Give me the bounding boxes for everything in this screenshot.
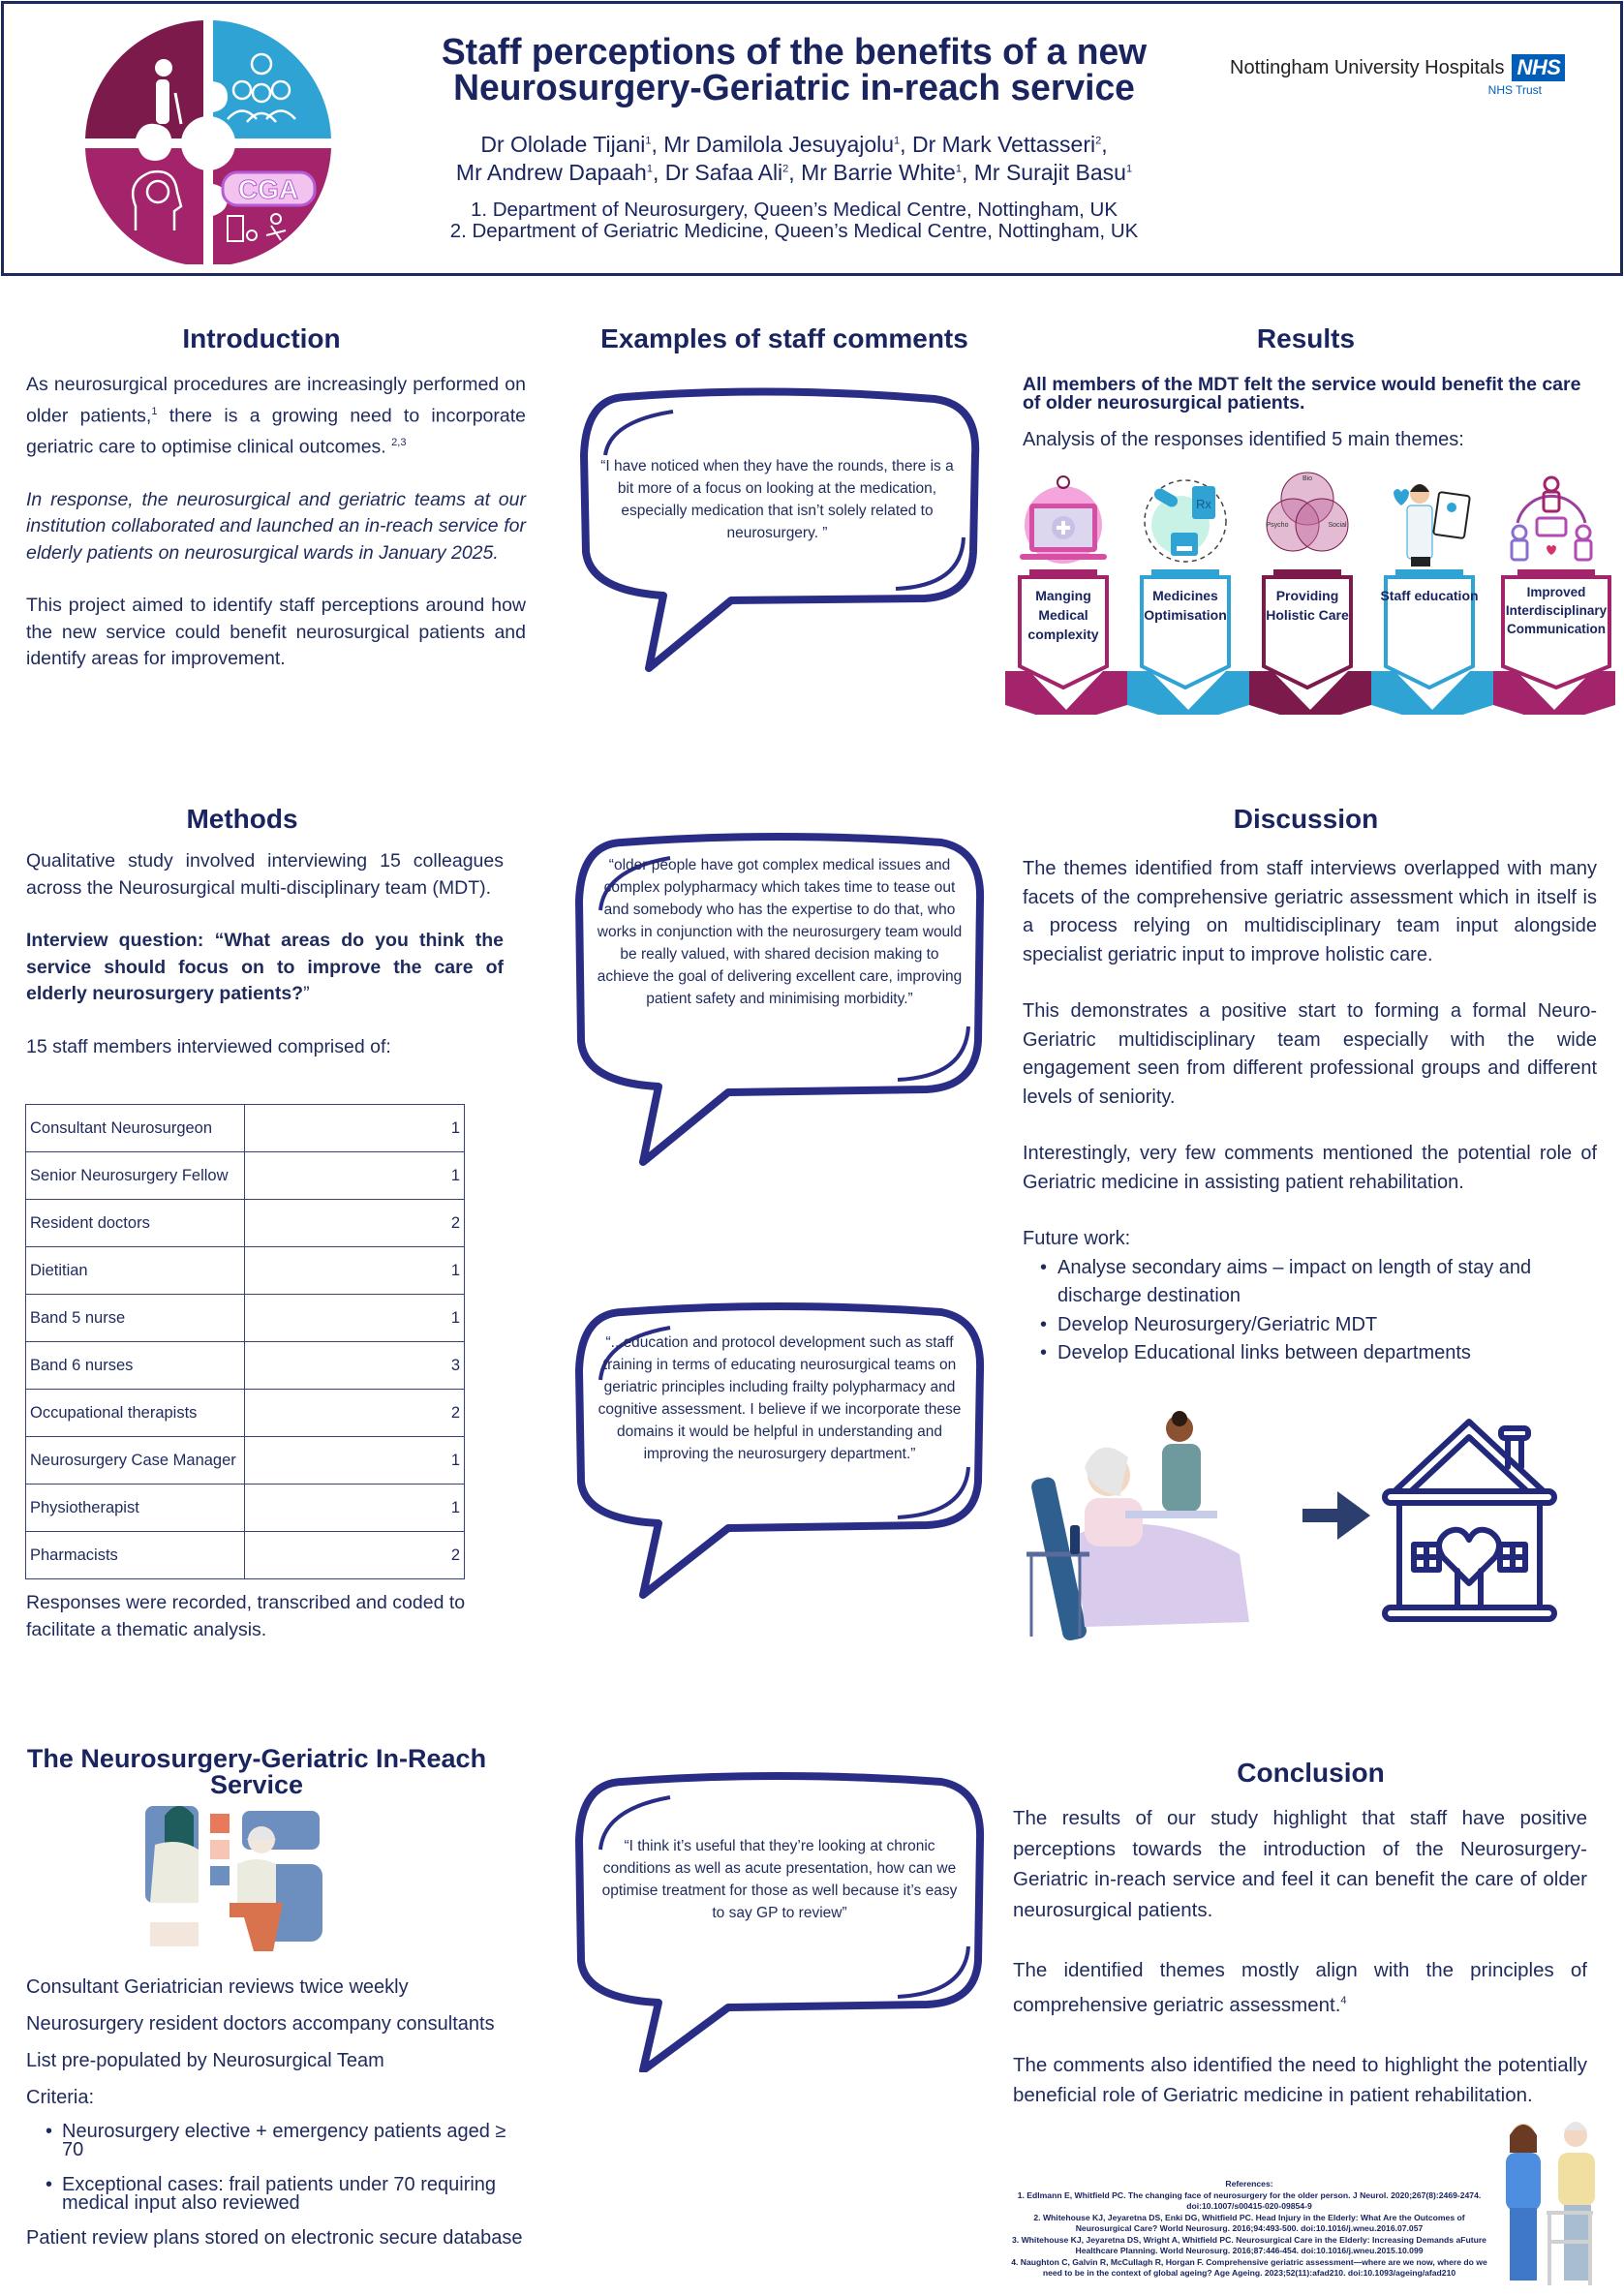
nhs-trust-label: NHS Trust (1487, 83, 1542, 97)
conclusion-paragraph: The comments also identified the need to highlight the potentially beneficial role of Geriatric medicine in patient rehabilitation. (1013, 2053, 1587, 2107)
svg-text:Rx: Rx (1196, 497, 1211, 511)
table-row: Band 6 nurses 3 (26, 1342, 465, 1390)
nhs-badge: NHS (1512, 54, 1565, 81)
examples-heading: Examples of staff comments (600, 323, 968, 353)
future-work-label: Future work: (1023, 1228, 1131, 1249)
table-row: Resident doctors 2 (26, 1200, 465, 1247)
venn-diagram-icon (1254, 465, 1361, 569)
theme-medical-complexity (1010, 465, 1117, 642)
results-key-finding: All members of the MDT felt the service would benefit the care of older neurosurgical patients. (1023, 374, 1581, 413)
service-body (26, 1975, 530, 2261)
discussion-paragraph: The themes identified from staff interviews overlapped with many facets of the comprehensive geriatric assessment which in itself is a process relying on multidisciplinary team input alongside specialist geriatric input to improve holistic care. (1023, 858, 1597, 965)
conclusion-heading: Conclusion (1237, 1758, 1385, 1788)
list-item: • Analyse secondary aims – impact on length of stay and discharge destination (1023, 1254, 1597, 1311)
methods-paragraph: Qualitative study involved interviewing 15 colleagues across the Neurosurgical multi-disciplinary team (MDT). (26, 850, 504, 899)
conclusion-body (1013, 1803, 1587, 2141)
staff-quote: “I have noticed when they have the rounds, there is a bit more of a focus on looking at the medication, especially medication that isn’t solely related to neurosurgery. ” (600, 458, 954, 541)
conclusion-paragraph: The results of our study highlight that staff have positive perceptions towards the introduction of the Neurosurgery-Geriatric in-reach service and feel it can benefit the care of older neurosurgical patients. (1013, 1807, 1587, 1921)
author: Dr Ololade Tijani$^1$, (480, 131, 664, 157)
methods-footer: Responses were recorded, transcribed and coded to facilitate a thematic analysis. (26, 1592, 466, 1640)
arrow-right-icon (1302, 1491, 1370, 1540)
hospital-bed-patient-icon (1017, 1409, 1269, 1646)
author-list (358, 128, 1230, 185)
theme-holistic-care (1254, 465, 1361, 623)
discussion-paragraph: Interestingly, very few comments mentioned the potential role of Geriatric medicine in assisting patient rehabilitation. (1023, 1143, 1597, 1193)
venn-label: Social (1328, 522, 1347, 529)
team-communication-icon (1498, 465, 1605, 569)
intro-paragraph: As neurosurgical procedures are increasingly performed on older patients,$^1$ there is a growing need to incorporate geriatric care to optimise clinical outcomes. $^{2,3}$ (26, 374, 526, 457)
table-row: Band 5 nurse 1 (26, 1295, 465, 1342)
staff-quote: “I think it’s useful that they’re looking at chronic conditions as well as acute presentation, how can we optimise treatment for those as well because it’s easy to say GP to review” (601, 1838, 958, 1921)
theme-label: Medicines Optimisation (1144, 588, 1227, 623)
service-item: Neurosurgery resident doctors accompany consultants (26, 2013, 495, 2035)
theme-label: Staff education (1380, 588, 1479, 603)
results-heading: Results (1256, 323, 1356, 353)
references-heading: References: (1225, 2179, 1273, 2189)
theme-label: Providing Holistic Care (1266, 588, 1349, 623)
discussion-paragraph: This demonstrates a positive start to forming a formal Neuro-Geriatric multidisciplinary team especially with the wide engagement seen from different professional groups and different levels of seniority. (1023, 1000, 1597, 1108)
reference-item: 4. Naughton C, Galvin R, McCullagh R, Horgan F. Comprehensive geriatric assessment—where are we now, where do we need to be in the context of global ageing? Age Ageing. 2023;52(11):afad210. doi:10.1093/ageing/afad210 (1011, 2256, 1487, 2278)
author: Mr Surajit Basu$^1$ (973, 160, 1133, 186)
theme-label: Manging Medical complexity (1027, 588, 1099, 642)
table-row: Dietitian 1 (26, 1247, 465, 1295)
list-item: • Develop Neurosurgery/Geriatric MDT (1023, 1311, 1597, 1340)
cga-puzzle-logo (82, 17, 334, 264)
reference-item: 1. Edlmann E, Whitfield PC. The changing face of neurosurgery for the older person. J Neurol. 2020;267(8):2469-2474. doi:10.1007/s00415-020-09854-9 (1017, 2189, 1482, 2211)
results-subtitle: Analysis of the responses identified 5 main themes: (1023, 429, 1464, 450)
cga-badge: CGA (237, 174, 299, 204)
introduction-heading: Introduction (182, 323, 341, 353)
author: Mr Barrie White$^1$, (801, 160, 974, 186)
service-item: Criteria: (26, 2087, 95, 2108)
table-row: Occupational therapists 2 (26, 1390, 465, 1437)
table-row: Pharmacists 2 (26, 1532, 465, 1579)
service-item: Consultant Geriatrician reviews twice weekly (26, 1976, 409, 1998)
intro-paragraph: This project aimed to identify staff perceptions around how the new service could benefit neurosurgical patients and identify areas for improvement. (26, 595, 526, 669)
discussion-heading: Discussion (1233, 804, 1379, 834)
institution-logo (1230, 54, 1598, 97)
medical-laptop-icon (1010, 465, 1117, 569)
author: Mr Andrew Dapaah$^1$, (455, 160, 665, 186)
service-heading: The Neurosurgery-Geriatric In-Reach Service (26, 1744, 487, 1799)
affiliations (358, 199, 1230, 242)
list-item: • Exceptional cases: frail patients under 70 requiring medical input also reviewed (26, 2176, 530, 2213)
carer-walking-frame-icon (1496, 2116, 1617, 2290)
intro-paragraph: In response, the neurosurgical and geriatric teams at our institution collaborated and launched an in-reach service for elderly patients on neurosurgical wards in January 2025. (26, 488, 526, 564)
doctor-clipboard-icon (1376, 465, 1483, 569)
service-item: List pre-populated by Neurosurgical Team (26, 2050, 384, 2071)
list-item: • Develop Educational links between departments (1023, 1339, 1597, 1368)
references (1007, 2179, 1491, 2280)
reference-item: 2. Whitehouse KJ, Jeyaretna DS, Enki DG, Whitfield PC. Head Injury in the Elderly: What Are the Outcomes of Neurosurgical Care? World Neurosurg. 2016;94:493-500. doi:10.1016/j.wneu.2016.07.057 (1033, 2212, 1465, 2233)
theme-staff-education (1376, 465, 1483, 603)
table-row: Physiotherapist 1 (26, 1485, 465, 1532)
table-row: Senior Neurosurgery Fellow 1 (26, 1152, 465, 1200)
affiliation: 2. Department of Geriatric Medicine, Queen’s Medical Centre, Nottingham, UK (449, 220, 1139, 242)
author: Dr Mark Vettasseri$^2$, (911, 131, 1108, 157)
staff-quote: “...education and protocol development such as staff training in terms of educating neurosurgical teams on geriatric principles including frailty polypharmacy and cognitive assessment. I believe if we incorporate these domains it would be helpful in understanding and improving the neurosurgery department.” (598, 1334, 962, 1462)
service-item: Patient review plans stored on electronic secure database (26, 2227, 523, 2249)
staff-quote: “older people have got complex medical issues and complex polypharmacy which takes time to tease out and somebody who has the expertise to do that, who works in conjunction with the neurosurgery team would be really valued, with shared decision making to achieve the goal of delivering excellent care, improving patient safety and minimising morbidity.” (597, 857, 963, 1007)
table-row: Consultant Neurosurgeon 1 (26, 1105, 465, 1152)
author: Dr Safaa Ali$^2$, (664, 160, 802, 186)
poster-title: Staff perceptions of the benefits of a new Neurosurgery-Geriatric in-reach service (441, 32, 1148, 108)
criteria-list (26, 2123, 530, 2213)
theme-interdisciplinary-communication (1498, 465, 1614, 636)
methods-heading: Methods (186, 804, 298, 834)
list-item: • Neurosurgery elective + emergency patients aged ≥ 70 (26, 2123, 530, 2159)
geriatrician-consultation-icon (140, 1796, 334, 1971)
introduction-body (26, 372, 526, 699)
institution-name: Nottingham University Hospitals (1230, 56, 1505, 78)
interview-question: Interview question: “What areas do you think the service should focus on to improve the care of elderly neurosurgery patients?” (26, 930, 504, 1004)
future-work-list (1023, 1254, 1597, 1368)
discussion-body (1023, 855, 1597, 1368)
venn-label: Bio (1302, 475, 1313, 482)
conclusion-paragraph: The identified themes mostly align with the principles of comprehensive geriatric assessment.$^4$ (1013, 1959, 1587, 2016)
staff-composition-table (25, 1104, 465, 1579)
affiliation: 1. Department of Neurosurgery, Queen’s Medical Centre, Nottingham, UK (470, 199, 1118, 221)
table-row: Neurosurgery Case Manager 1 (26, 1437, 465, 1485)
table-intro: 15 staff members interviewed comprised of: (26, 1035, 391, 1057)
methods-body (26, 848, 504, 1087)
venn-label: Psycho (1266, 522, 1289, 529)
author: Mr Damilola Jesuyajolu$^1$, (663, 131, 912, 157)
medicines-icon (1132, 465, 1239, 569)
home-heart-icon (1380, 1414, 1559, 1632)
theme-medicines-optimisation (1132, 465, 1239, 623)
theme-label: Improved Interdisciplinary Communication (1505, 585, 1608, 636)
reference-item: 3. Whitehouse KJ, Jeyaretna DS, Wright A, Whitfield PC. Neurosurgical Care in the Elderly: Increasing Demands aFuture Healthcare Planning. World Neurosurg. 2016;87:446-454. doi:10.1016/j.wneu.2015.10.099 (1012, 2234, 1486, 2255)
